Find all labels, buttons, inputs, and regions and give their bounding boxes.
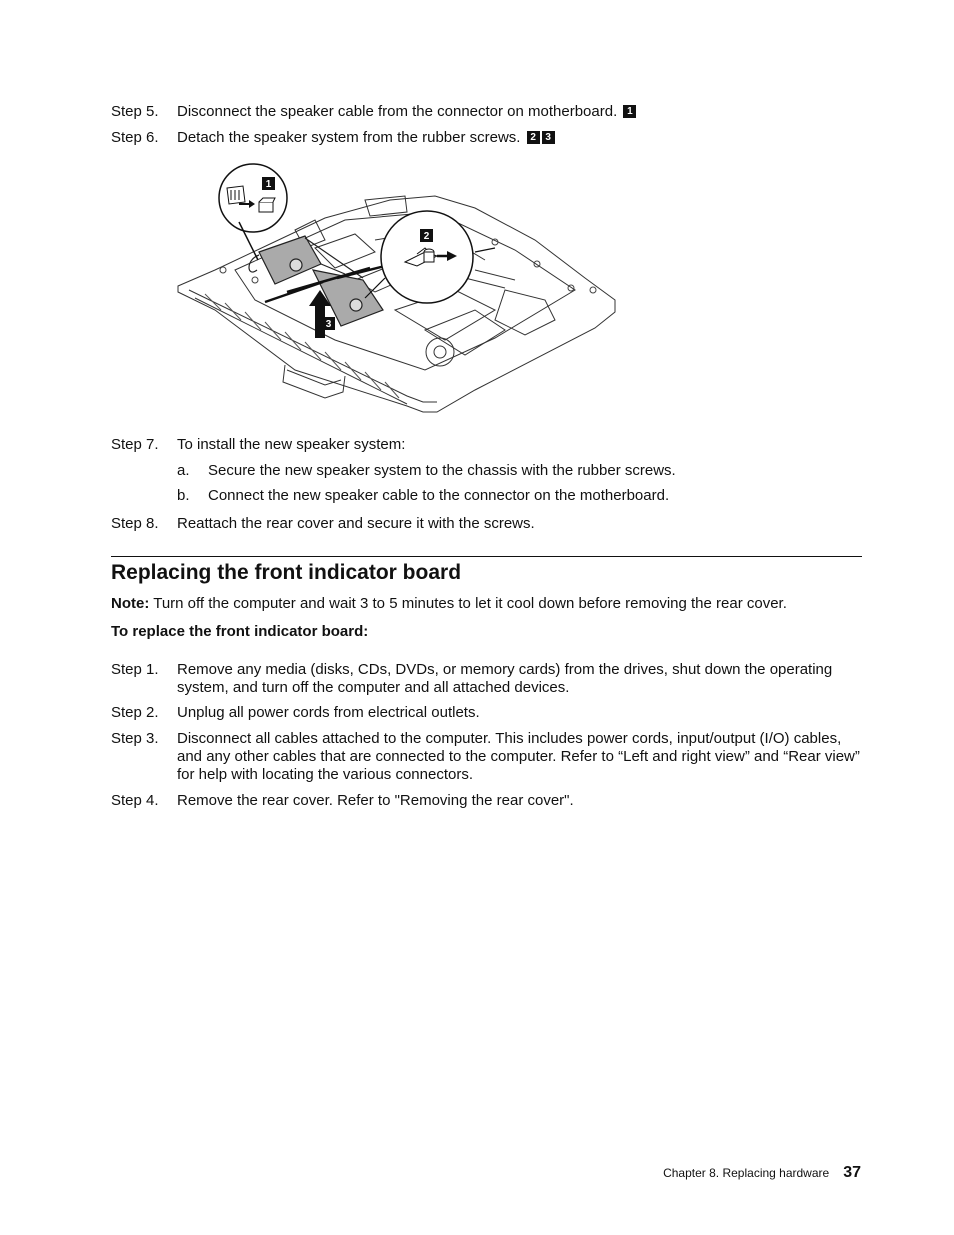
note-text: Turn off the computer and wait 3 to 5 minutes to let it cool down before removing the rear cover.	[149, 595, 787, 612]
step-label: Step 8.	[111, 515, 159, 532]
step-label: Step 6.	[111, 129, 159, 146]
callout-2-label: 2	[423, 231, 430, 242]
step-2	[111, 704, 861, 722]
section-title: Replacing the front indicator board	[111, 561, 462, 584]
substep-text: Connect the new speaker cable to the connector on the motherboard.	[208, 487, 670, 504]
step-label: Step 1.	[111, 661, 159, 678]
step-text: Detach the speaker system from the rubber screws.	[177, 129, 521, 146]
procedure-title: To replace the front indicator board:	[111, 623, 369, 640]
step-text: Unplug all power cords from electrical outlets.	[177, 704, 480, 721]
step-4	[111, 792, 861, 810]
step-label: Step 4.	[111, 792, 159, 809]
step-label: Step 5.	[111, 103, 159, 120]
step-1	[111, 661, 861, 697]
substep-label: b.	[177, 487, 190, 504]
substep-label: a.	[177, 462, 190, 479]
callout-badge: 3	[542, 131, 555, 144]
step-text: Reattach the rear cover and secure it with the screws.	[177, 515, 535, 532]
step-8	[111, 515, 861, 533]
callout-1-label: 1	[265, 179, 272, 190]
step-7	[111, 436, 861, 454]
step-6	[111, 129, 861, 147]
substep-text: Secure the new speaker system to the chassis with the rubber screws.	[208, 462, 676, 479]
callout-badge: 1	[623, 105, 636, 118]
step-text: Disconnect the speaker cable from the connector on motherboard.	[177, 103, 618, 120]
step-text: Disconnect all cables attached to the computer. This includes power cords, input/output (I/O) cables, and any other cables that are connected to the computer. Refer to “Left and right view” and “Rear view” for help with locating the various connectors.	[177, 730, 860, 783]
step-3	[111, 730, 861, 784]
note	[111, 595, 787, 613]
step-5	[111, 103, 861, 121]
step-label: Step 3.	[111, 730, 159, 747]
section-divider	[111, 556, 862, 557]
substep-b	[177, 487, 867, 505]
note-label: Note:	[111, 595, 150, 612]
step-label: Step 7.	[111, 436, 159, 453]
page-number: 37	[843, 1164, 861, 1181]
step-text: Remove the rear cover. Refer to "Removing the rear cover".	[177, 792, 574, 809]
callout-badge: 2	[527, 131, 540, 144]
step-label: Step 2.	[111, 704, 159, 721]
substep-a	[177, 462, 867, 480]
step-text: Remove any media (disks, CDs, DVDs, or memory cards) from the drives, shut down the operating system, and turn off the computer and all attached devices.	[177, 661, 833, 696]
footer-chapter: Chapter 8. Replacing hardware	[663, 1166, 830, 1180]
page-footer	[663, 1163, 861, 1183]
speaker-removal-illustration	[175, 160, 623, 430]
callout-3-label: 3	[325, 319, 332, 330]
step-text: To install the new speaker system:	[177, 436, 406, 453]
